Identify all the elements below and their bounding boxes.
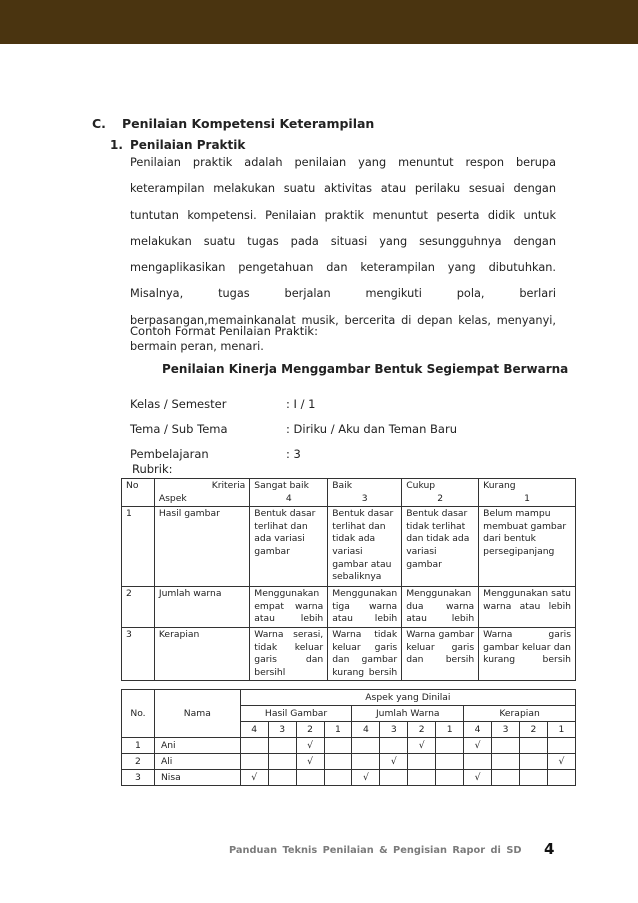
rubric-level-header (402, 479, 479, 507)
score-row-nama: Ali (154, 754, 240, 770)
example-label: Contoh Format Penilaian Praktik: (130, 324, 318, 338)
check-mark: √ (240, 770, 268, 786)
score-level: 4 (240, 722, 268, 738)
info-value: : 3 (286, 447, 301, 461)
rubric-cell: Warna gambar keluar garis dan bersih (402, 627, 479, 680)
info-row (130, 422, 457, 447)
score-header-row (122, 690, 576, 706)
subsection-title: Penilaian Praktik (130, 138, 246, 152)
check-mark (296, 770, 324, 786)
score-level: 3 (492, 722, 520, 738)
info-key: Tema / Sub Tema (130, 422, 228, 436)
score-level: 2 (408, 722, 436, 738)
subsection-number: 1. (110, 138, 123, 152)
rubric-cell: Menggunakan dua warna atau lebih (402, 587, 479, 628)
check-mark (240, 738, 268, 754)
rubric-row-no: 1 (122, 507, 155, 587)
level-score: 1 (524, 492, 530, 504)
score-group-header: Jumlah Warna (352, 706, 464, 722)
score-level: 2 (519, 722, 547, 738)
check-mark (352, 754, 380, 770)
check-mark (547, 770, 575, 786)
score-level: 1 (324, 722, 352, 738)
check-mark: √ (408, 738, 436, 754)
score-row-no: 2 (122, 754, 155, 770)
info-value: : I / 1 (286, 397, 316, 411)
rubric-kriteria-header: Kriteria (211, 480, 246, 491)
score-row-nama: Ani (154, 738, 240, 754)
rubric-row-no: 2 (122, 587, 155, 628)
rubric-row (122, 587, 576, 628)
score-row (122, 754, 576, 770)
check-mark (324, 770, 352, 786)
rubric-row (122, 507, 576, 587)
score-row (122, 738, 576, 754)
body-paragraph: Penilaian praktik adalah penilaian yang menuntut respon berupa keterampilan melakukan suatu aktivitas atau perilaku sesuai dengan tuntutan kompetensi. Penilaian praktik menuntut peserta didik untuk melakukan suatu tugas pada situasi yang sesungguhnya dengan mengaplikasikan pengetahuan dan keterampilan yang dibutuhkan. Misalnya, tugas berjalan mengikuti pola, berlari berpasangan,memainkanalat musik, bercerita di depan kelas, menyanyi, bermain peran, menari. (130, 156, 556, 354)
score-table (121, 689, 576, 786)
section-title: Penilaian Kompetensi Keterampilan (122, 116, 375, 131)
rubric-cell: Warna tidak keluar garis dan gambar kurang bersih (328, 627, 402, 680)
rubric-cell: Bentuk dasar terlihat dan tidak ada variasi gambar atau sebaliknya (328, 507, 402, 587)
check-mark (492, 770, 520, 786)
rubric-row-aspek: Kerapian (154, 627, 249, 680)
check-mark (547, 738, 575, 754)
rubric-cell: Bentuk dasar terlihat dan ada variasi gambar (250, 507, 328, 587)
check-mark (492, 754, 520, 770)
rubric-header-row (122, 479, 576, 507)
rubric-cell: Bentuk dasar tidak terlihat dan tidak ada variasi gambar (402, 507, 479, 587)
rubric-cell: Menggunakan satu warna atau lebih (479, 587, 576, 628)
check-mark (268, 770, 296, 786)
score-row-no: 1 (122, 738, 155, 754)
score-level: 3 (268, 722, 296, 738)
check-mark: √ (352, 770, 380, 786)
rubric-diagonal-header (154, 479, 249, 507)
check-mark (408, 770, 436, 786)
score-row-no: 3 (122, 770, 155, 786)
score-aspek-header: Aspek yang Dinilai (240, 690, 575, 706)
info-row (130, 397, 457, 422)
score-level: 1 (436, 722, 464, 738)
level-score: 3 (361, 492, 368, 504)
check-mark (464, 754, 492, 770)
score-level: 3 (380, 722, 408, 738)
level-label: Baik (332, 480, 353, 491)
level-label: Cukup (406, 480, 436, 491)
score-level: 4 (352, 722, 380, 738)
header-band (0, 0, 638, 44)
check-mark: √ (464, 738, 492, 754)
section-heading (92, 116, 374, 131)
section-letter: C. (92, 116, 106, 131)
rubric-level-header (328, 479, 402, 507)
check-mark: √ (296, 754, 324, 770)
rubric-row-aspek: Hasil gambar (154, 507, 249, 587)
footer-text: Panduan Teknis Penilaian & Pengisian Rapor di SD (229, 845, 522, 856)
assessment-title: Penilaian Kinerja Menggambar Bentuk Segiempat Berwarna (162, 362, 569, 376)
score-level: 2 (296, 722, 324, 738)
check-mark: √ (547, 754, 575, 770)
check-mark (436, 738, 464, 754)
check-mark (436, 754, 464, 770)
check-mark (324, 754, 352, 770)
score-row-nama: Nisa (154, 770, 240, 786)
check-mark: √ (464, 770, 492, 786)
rubric-no-header: No (122, 479, 155, 507)
rubric-aspek-header: Aspek (158, 492, 187, 504)
rubric-table (121, 478, 576, 681)
check-mark (519, 738, 547, 754)
rubric-row-no: 3 (122, 627, 155, 680)
check-mark (240, 754, 268, 770)
score-nama-header: Nama (154, 690, 240, 738)
check-mark (268, 738, 296, 754)
level-score: 2 (437, 492, 444, 504)
rubric-cell: Belum mampu membuat gambar dari bentuk persegipanjang (479, 507, 576, 587)
info-block (130, 397, 457, 472)
check-mark (268, 754, 296, 770)
rubric-row (122, 627, 576, 680)
rubric-row-aspek: Jumlah warna (154, 587, 249, 628)
score-level: 1 (547, 722, 575, 738)
check-mark (324, 738, 352, 754)
rubric-cell: Warna serasi, tidak keluar garis dan bersihl (250, 627, 328, 680)
score-no-header: No. (122, 690, 155, 738)
check-mark (408, 754, 436, 770)
rubric-cell: Menggunakan empat warna atau lebih (250, 587, 328, 628)
level-label: Kurang (483, 480, 516, 491)
info-key: Kelas / Semester (130, 397, 227, 411)
check-mark (380, 738, 408, 754)
rubric-label: Rubrik: (132, 462, 173, 476)
page-number: 4 (544, 840, 555, 858)
info-key: Pembelajaran (130, 447, 209, 461)
rubric-level-header (250, 479, 328, 507)
rubric-level-header (479, 479, 576, 507)
check-mark (352, 738, 380, 754)
info-row (130, 447, 457, 472)
rubric-cell: Menggunakan tiga warna atau lebih (328, 587, 402, 628)
score-level: 4 (464, 722, 492, 738)
check-mark (380, 770, 408, 786)
check-mark (492, 738, 520, 754)
check-mark: √ (380, 754, 408, 770)
level-score: 4 (285, 492, 292, 504)
score-row (122, 770, 576, 786)
info-value: : Diriku / Aku dan Teman Baru (286, 422, 457, 436)
check-mark (436, 770, 464, 786)
score-group-header: Kerapian (464, 706, 576, 722)
score-group-header: Hasil Gambar (240, 706, 352, 722)
rubric-cell: Warna garis gambar keluar dan kurang bersih (479, 627, 576, 680)
level-label: Sangat baik (254, 480, 309, 491)
check-mark (519, 770, 547, 786)
check-mark (519, 754, 547, 770)
check-mark: √ (296, 738, 324, 754)
